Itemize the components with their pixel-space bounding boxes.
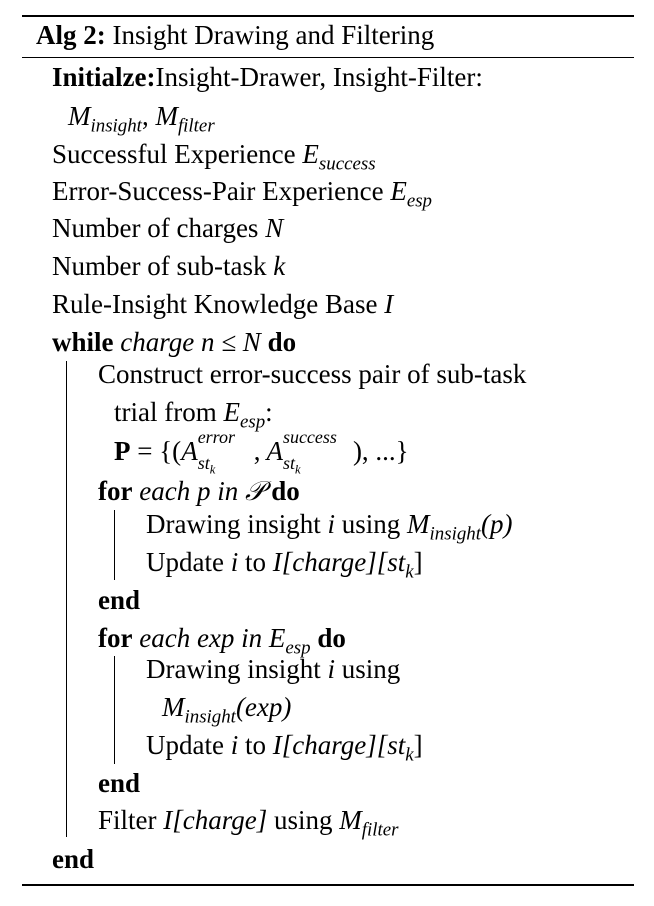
var-i-4: i: [230, 730, 239, 760]
to-text-1: to: [244, 547, 266, 577]
construct-text: Construct error-success pair of sub-task: [98, 359, 527, 389]
m-insight-symbol: M: [68, 101, 91, 131]
update-expr-1: I[charge][st: [272, 547, 406, 577]
for1-scope-bar: [114, 510, 115, 580]
using-text-1: using: [341, 509, 401, 539]
eq-close: ), ...}: [352, 436, 409, 466]
trial-e-esp-sub: esp: [239, 411, 266, 433]
update1-line: [146, 545, 423, 583]
a-symbol-2: A: [266, 436, 283, 466]
drawing-text-2: Drawing insight: [146, 654, 321, 684]
caption-label: Alg 2:: [36, 20, 106, 50]
m-insight-sub-2: insight: [184, 706, 236, 728]
num-subtask-text: Number of sub-task: [52, 251, 267, 281]
end-keyword-1: end: [98, 585, 141, 615]
for2-e-esp-symbol: E: [268, 623, 286, 653]
successful-exp-text: Successful Experience: [52, 139, 296, 169]
m-filter-sub: filter: [177, 115, 215, 137]
calligraphic-p: 𝒫: [244, 476, 265, 507]
pair-comma: ,: [253, 436, 261, 466]
init-models-line: [68, 99, 215, 137]
m-insight-1: M: [407, 509, 430, 539]
while-condition: charge n ≤ N: [120, 327, 261, 357]
using-text-2: using: [341, 654, 401, 684]
init-text: Insight-Drawer, Insight-Filter:: [155, 62, 483, 92]
do-keyword-2: do: [317, 623, 346, 653]
bottom-rule: [22, 884, 634, 886]
for2-condition: each exp in: [139, 623, 263, 653]
paren-p: (p): [480, 509, 513, 539]
successful-exp-line: [52, 137, 376, 175]
kb-text: Rule-Insight Knowledge Base: [52, 289, 378, 319]
m-insight-2: M: [162, 692, 185, 722]
trial-line: [114, 395, 273, 433]
update-text-1: Update: [146, 547, 224, 577]
for2-scope-bar: [114, 656, 115, 764]
end-for1-line: [98, 583, 140, 617]
kb-line: [52, 287, 393, 321]
var-i-kb: I: [384, 289, 394, 319]
for2-line: [98, 621, 346, 659]
end-while-line: [52, 842, 94, 876]
m-filter-symbol: M: [155, 101, 178, 131]
algorithm-caption: [36, 18, 434, 52]
m-insight-sub: insight: [90, 115, 142, 137]
esp-text: Error-Success-Pair Experience: [52, 176, 384, 206]
num-charges-text: Number of charges: [52, 213, 259, 243]
update-expr-2: I[charge][st: [272, 730, 406, 760]
var-n: N: [265, 213, 284, 243]
trial-e-esp-symbol: E: [223, 397, 240, 427]
update-sub-2: k: [405, 744, 414, 766]
using-text-3: using: [273, 805, 333, 835]
var-i-1: i: [327, 509, 336, 539]
while-scope-bar: [66, 361, 67, 837]
top-rule: [22, 15, 634, 17]
init-line: [52, 60, 483, 94]
num-subtask-line: [52, 249, 285, 283]
update-close-1: ]: [413, 547, 423, 577]
bold-p-symbol: P: [114, 436, 131, 466]
to-text-2: to: [244, 730, 266, 760]
for1-condition: each p in: [139, 476, 239, 506]
while-line: [52, 325, 296, 359]
init-keyword: Initialze:: [52, 62, 156, 92]
a-success-term: [266, 427, 337, 477]
e-success-sub: success: [318, 153, 376, 175]
a-error-sub: $st_k$: [197, 453, 216, 477]
end-keyword-2: end: [98, 768, 141, 798]
do-keyword-1: do: [271, 476, 300, 506]
m-filter-2: M: [339, 805, 362, 835]
update2-line: [146, 728, 423, 766]
comma: ,: [141, 101, 149, 131]
for-keyword-2: for: [98, 623, 133, 653]
filter-text: Filter: [98, 805, 157, 835]
for1-line: [98, 474, 300, 509]
drawing-text-1: Drawing insight: [146, 509, 321, 539]
while-keyword: while: [52, 327, 114, 357]
draw1-line: [146, 507, 513, 545]
e-esp-symbol: E: [390, 176, 407, 206]
update-close-2: ]: [413, 730, 423, 760]
do-keyword: do: [267, 327, 297, 357]
a-success-sup: success: [282, 427, 337, 447]
m-filter-sub-2: filter: [361, 819, 399, 841]
update-text-2: Update: [146, 730, 224, 760]
caption-rule: [22, 57, 634, 58]
for-keyword-1: for: [98, 476, 133, 506]
esp-line: [52, 174, 432, 212]
num-charges-line: [52, 211, 283, 245]
var-i-2: i: [230, 547, 239, 577]
colon: :: [265, 397, 273, 427]
trial-text: trial from: [114, 397, 217, 427]
e-success-symbol: E: [302, 139, 319, 169]
end-keyword-while: end: [52, 844, 95, 874]
paren-exp: (exp): [235, 692, 292, 722]
eq-open: = {(: [130, 436, 182, 466]
filter-line: [98, 803, 399, 841]
a-symbol: A: [181, 436, 198, 466]
update-sub-1: k: [405, 561, 414, 583]
draw2-line: [146, 652, 400, 686]
e-esp-sub: esp: [406, 190, 432, 212]
a-error-sup: error: [197, 427, 236, 447]
a-success-sub: $st_k$: [282, 453, 301, 477]
construct-line: [98, 357, 526, 391]
filter-expr: I[charge]: [163, 805, 268, 835]
end-for2-line: [98, 766, 140, 800]
for2-e-esp-sub: esp: [285, 637, 311, 659]
m-insight-sub-1: insight: [429, 523, 481, 545]
pair-set-line: [114, 427, 409, 477]
var-k: k: [273, 251, 286, 281]
a-error-term: [181, 427, 236, 477]
draw2-cont-line: [162, 690, 292, 728]
caption-title: Insight Drawing and Filtering: [112, 20, 435, 50]
var-i-3: i: [327, 654, 336, 684]
